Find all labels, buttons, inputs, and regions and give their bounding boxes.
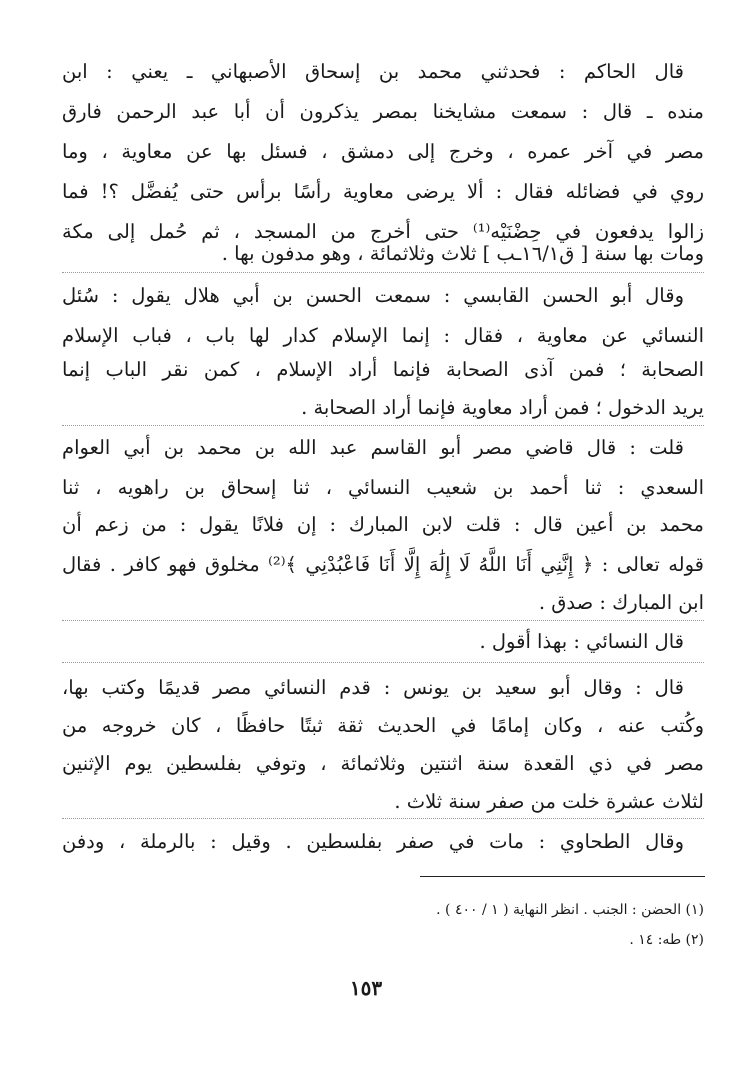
text-line: السعدي : ثنا أحمد بن شعيب النسائي ، ثنا إسحاق بن راهويه ، ثنا bbox=[62, 476, 704, 499]
text-line: ومات بها سنة [ ق١٦/١ـب ] ثلاث وثلاثمائة ، وهو مدفون بها . bbox=[221, 242, 704, 265]
paragraph-separator bbox=[62, 620, 704, 621]
text-line: محمد بن أعين قال : قلت لابن المبارك : إن فلانًا يقول : من زعم أن bbox=[62, 513, 704, 536]
text-line: قال النسائي : بهذا أقول . bbox=[479, 630, 684, 653]
paragraph-separator bbox=[62, 662, 704, 663]
text-line: مصر في آخر عمره ، وخرج إلى دمشق ، فسئل بها عن معاوية ، وما bbox=[62, 140, 704, 163]
text-line: النسائي عن معاوية ، فقال : إنما الإسلام كدار لها باب ، فباب الإسلام bbox=[62, 324, 704, 347]
text-line: ابن المبارك : صدق . bbox=[538, 591, 704, 614]
text-line: زالوا يدفعون في حِضْنَيْه⁽¹⁾ حتى أخرج من المسجد ، ثم حُمل إلى مكة bbox=[62, 220, 704, 243]
text-line: لثلاث عشرة خلت من صفر سنة ثلاث . bbox=[394, 790, 704, 813]
text-line: يريد الدخول ؛ فمن أراد معاوية فإنما أراد الصحابة . bbox=[301, 396, 704, 419]
text-line: الصحابة ؛ فمن آذى الصحابة فإنما أراد الإسلام ، كمن نقر الباب إنما bbox=[62, 358, 704, 381]
text-line: وقال الطحاوي : مات في صفر بفلسطين . وقيل : بالرملة ، ودفن bbox=[62, 830, 684, 853]
text-line: قال : وقال أبو سعيد بن يونس : قدم النسائي مصر قديمًا وكتب بها، bbox=[62, 676, 684, 699]
text-line: قلت : قال قاضي مصر أبو القاسم عبد الله بن محمد بن أبي العوام bbox=[62, 436, 684, 459]
paragraph-separator bbox=[62, 818, 704, 819]
quran-verse-line: قوله تعالى : ﴿ إِنَّنِي أَنَا اللَّهُ لَا إِلَٰهَ إِلَّا أَنَا فَاعْبُدْنِي ﴾⁽²⁾ مخلوق فهو كافر . فقال bbox=[62, 553, 704, 576]
text-line: وقال أبو الحسن القابسي : سمعت الحسن بن أبي هلال يقول : سُئل bbox=[62, 284, 684, 307]
page-number: ١٥٣ bbox=[349, 976, 383, 1000]
text-line: روي في فضائله فقال : ألا يرضى معاوية رأسًا برأس حتى يُفضَّل ؟! فما bbox=[62, 180, 704, 203]
footnote: (١) الحضن : الجنب . انظر النهاية ( ١ / ٤٠٠ ) . bbox=[436, 902, 704, 918]
footnote: (٢) طه: ١٤ . bbox=[629, 932, 704, 948]
paragraph-separator bbox=[62, 272, 704, 273]
text-line: منده ـ قال : سمعت مشايخنا بمصر يذكرون أن أبا عبد الرحمن فارق bbox=[62, 100, 704, 123]
paragraph-separator bbox=[62, 425, 704, 426]
text-line: وكُتب عنه ، وكان إمامًا في الحديث ثقة ثبتًا حافظًا ، كان خروجه من bbox=[62, 714, 704, 737]
footnote-rule bbox=[420, 876, 705, 877]
text-line: قال الحاكم : فحدثني محمد بن إسحاق الأصبهاني ـ يعني : ابن bbox=[62, 60, 684, 83]
text-line: مصر في ذي القعدة سنة اثنتين وثلاثمائة ، وتوفي بفلسطين يوم الإثنين bbox=[62, 752, 704, 775]
